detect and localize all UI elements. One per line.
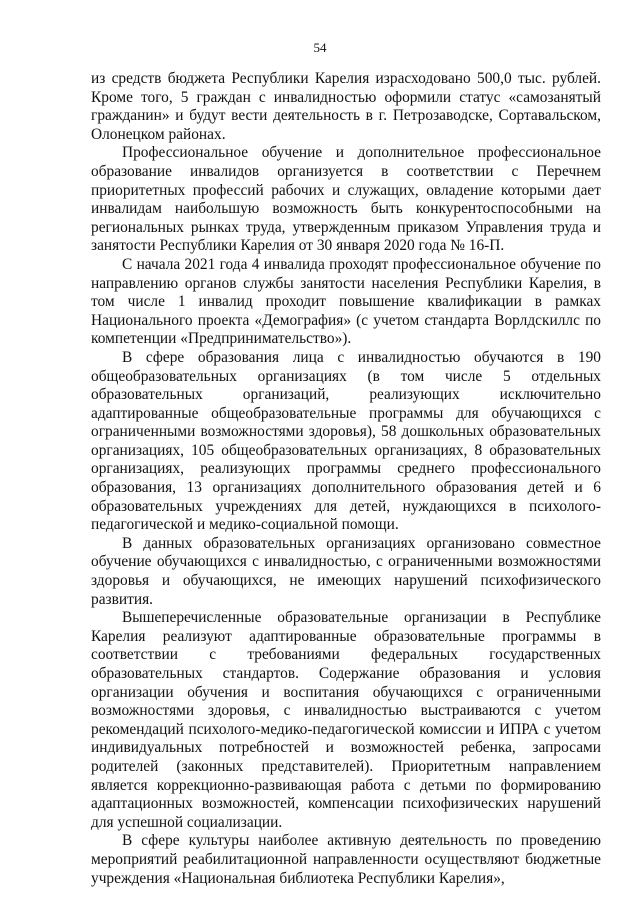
paragraph-inclusive-learning: В данных образовательных организациях организовано совместное обучение обучающихся с инвалидностью, с ограниченными возможностями здоровья и обучающихся, не имеющих нарушений психофизического развития. [91,534,601,608]
page-number: 54 [313,40,327,55]
paragraph-adapted-programs: Вышеперечисленные образовательные организации в Республике Карелия реализуют адаптированные образовательные программы в соответствии с требованиями федеральных государственных образовательных стандартов. Содержание образования и условия организации обучения и воспитания обучающихся с ограниченными возможностями здоровья, с инвалидностью выстраиваются с учетом рекомендаций психолого-медико-педагогической комиссии и ИПРА с учетом индивидуальных потребностей и возможностей ребенка, запросами родителей (законных представителей). Приоритетным направлением является коррекционно-развивающая работа с детьми по формированию адаптационных возможностей, компенсации психофизических нарушений для успешной социализации. [91,609,601,831]
paragraph-education-sphere: В сфере образования лица с инвалидностью обучаются в 190 общеобразовательных организациях (в том числе 5 отдельных образовательных организаций, реализующих исключительно адаптированные общеобразовательные программы для обучающихся с ограниченными возможностями здоровья), 58 дошкольных образовательных организациях, 105 общеобразовательных организациях, 8 образовательных организациях, реализующих программы среднего профессионального образования, 13 организациях дополнительного образования детей и 6 образовательных учреждениях для детей, нуждающихся в психолого-педагогической и медико-социальной помощи. [91,348,601,534]
document-body [91,70,601,888]
paragraph-vocational-training: Профессиональное обучение и дополнительное профессиональное образование инвалидов организуется в соответствии с Перечнем приоритетных профессий рабочих и служащих, овладение которыми дает инвалидам наибольшую возможность быть конкурентоспособными на региональных рынках труда, утвержденным приказом Управления труда и занятости Республики Карелия от 30 января 2020 года № 16-П. [91,144,601,255]
paragraph-continuation: из средств бюджета Республики Карелия израсходовано 500,0 тыс. рублей. Кроме того, 5 граждан с инвалидностью оформили статус «самозанятый гражданин» и будут вести деятельность в г. Петрозаводске, Сортавальском, Олонецком районах. [91,70,601,143]
paragraph-2021-training: С начала 2021 года 4 инвалида проходят профессиональное обучение по направлению органов службы занятости населения Республики Карелия, в том числе 1 инвалид проходит повышение квалификации в рамках Национального проекта «Демография» (с учетом стандарта Ворлдскиллс по компетенции «Предпринимательство»). [91,255,601,348]
paragraph-culture-sphere: В сфере культуры наиболее активную деятельность по проведению мероприятий реабилитационной направленности осуществляют бюджетные учреждения «Национальная библиотека Республики Карелия», [91,832,601,887]
